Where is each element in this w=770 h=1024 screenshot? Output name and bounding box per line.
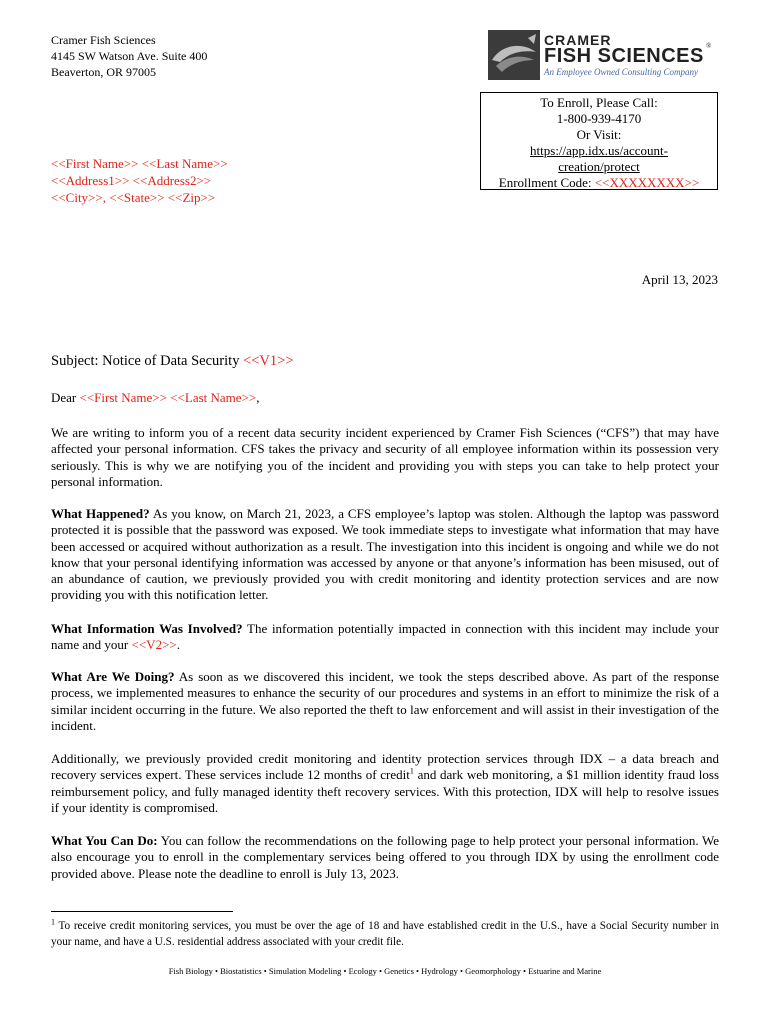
what-happened-paragraph (51, 506, 719, 604)
fish-logo-icon (488, 30, 540, 80)
company-logo (488, 30, 716, 80)
recipient-street: <<Address1>> <<Address2>> (51, 173, 212, 188)
what-happened-body: As you know, on March 21, 2023, a CFS employee’s laptop was stolen. Although the laptop was password protected it is possible that the password was exposed. We took immediate steps to investigate what information that may have been accessed or acquired without authorization as a result. The investigation into this incident is ongoing and while we do not know that your personal identifying information was accessed by anyone or that anyone’s information has been misused, out of an abundance of caution, we previously provided you with credit monitoring and identity protection services and are now providing you with this notification letter. (51, 506, 719, 603)
what-you-can-do-heading: What You Can Do: (51, 833, 158, 848)
sender-street: 4145 SW Watson Ave. Suite 400 (51, 49, 208, 63)
enroll-url-line-2[interactable]: creation/protect (558, 159, 640, 174)
enroll-or-visit: Or Visit: (576, 127, 622, 142)
registered-mark: ® (706, 42, 712, 50)
subject-text: Subject: Notice of Data Security (51, 353, 244, 369)
what-information-paragraph (51, 621, 719, 654)
salutation-name: <<First Name>> <<Last Name>> (79, 390, 257, 405)
recipient-name: <<First Name>> <<Last Name>> (51, 156, 228, 171)
what-are-we-doing-body: As soon as we discovered this incident, we took the steps described above. As part of the response process, we implemented measures to enhance the security of our procedures and systems in an effort to minimize the risk of a similar incident occurring in the future. We also reported the theft to law enforcement and will assist in their investigation of the incident. (51, 669, 719, 733)
what-you-can-do-paragraph (51, 833, 719, 882)
footnote-text: To receive credit monitoring services, you must be over the age of 18 and have established credit in the U.S., have a Social Security number in your name, and have a U.S. residential address associated with your credit file. (51, 920, 719, 948)
enrollment-code (481, 175, 717, 191)
subject-variable: <<V1>> (243, 353, 294, 369)
footnote-ref: 1 (409, 766, 414, 776)
footnote (51, 919, 719, 950)
enroll-phone: 1-800-939-4170 (556, 111, 642, 126)
enrollment-box (480, 92, 718, 190)
additionally-text-2: and dark web monitoring, a $1 million identity fraud loss reimbursement policy, and fully managed identity theft recovery services. With this protection, IDX will help to resolve issues if your identity is compromised. (51, 767, 719, 815)
footnote-divider (51, 911, 233, 912)
sender-city: Beaverton, OR 97005 (51, 65, 156, 79)
salutation-comma: , (256, 390, 260, 405)
logo-tagline: An Employee Owned Consulting Company (544, 67, 698, 77)
logo-line-2: FISH SCIENCES (544, 45, 704, 67)
enroll-url-line-1[interactable]: https://app.idx.us/account- (530, 143, 668, 158)
what-you-can-do-body: You can follow the recommendations on the following page to help protect your personal information. We also encourage you to enroll in the complementary services being offered to you through IDX by using the enrollment code provided above. Please note the deadline to enroll is July 13, 2023. (51, 833, 720, 881)
logo-line-1: CRAMER (544, 32, 612, 48)
info-variable: <<V2>> (131, 637, 177, 653)
sender-name: Cramer Fish Sciences (51, 33, 156, 47)
what-information-heading: What Information Was Involved? (51, 621, 243, 636)
what-happened-heading: What Happened? (51, 506, 150, 521)
enrollment-code-label: Enrollment Code: (498, 175, 595, 190)
page-footer: Fish Biology • Biostatistics • Simulation Modeling • Ecology • Genetics • Hydrology • Geomorphology • Estuarine and Marine (168, 966, 602, 976)
what-information-body: The information potentially impacted in connection with this incident may include your name and your (51, 621, 719, 653)
what-are-we-doing-heading: What Are We Doing? (51, 669, 175, 684)
enrollment-code-value: <<XXXXXXXX>> (594, 175, 700, 190)
intro-paragraph: We are writing to inform you of a recent data security incident experienced by Cramer Fish Sciences (“CFS”) that may have affected your personal information. CFS takes the privacy and security of all employee information within its possession very seriously. This is why we are notifying you of the incident and providing you with steps you can take to help protect your personal information. (51, 425, 719, 489)
additionally-text-1: Additionally, we previously provided credit monitoring and identity protection services through IDX – a data breach and recovery services expert. These services include 12 months of credit (51, 751, 719, 783)
footnote-number: 1 (51, 917, 55, 927)
letter-date: April 13, 2023 (641, 272, 718, 287)
info-period: . (176, 637, 180, 653)
enroll-call-label: To Enroll, Please Call: (540, 95, 658, 110)
recipient-city: <<City>>, <<State>> <<Zip>> (51, 190, 216, 205)
sender-address (51, 32, 207, 80)
salutation (51, 390, 259, 406)
recipient-address (51, 155, 228, 206)
salutation-dear: Dear (51, 390, 80, 405)
what-are-we-doing-paragraph (51, 669, 719, 734)
additionally-paragraph (51, 751, 719, 816)
letter-subject (51, 353, 294, 370)
